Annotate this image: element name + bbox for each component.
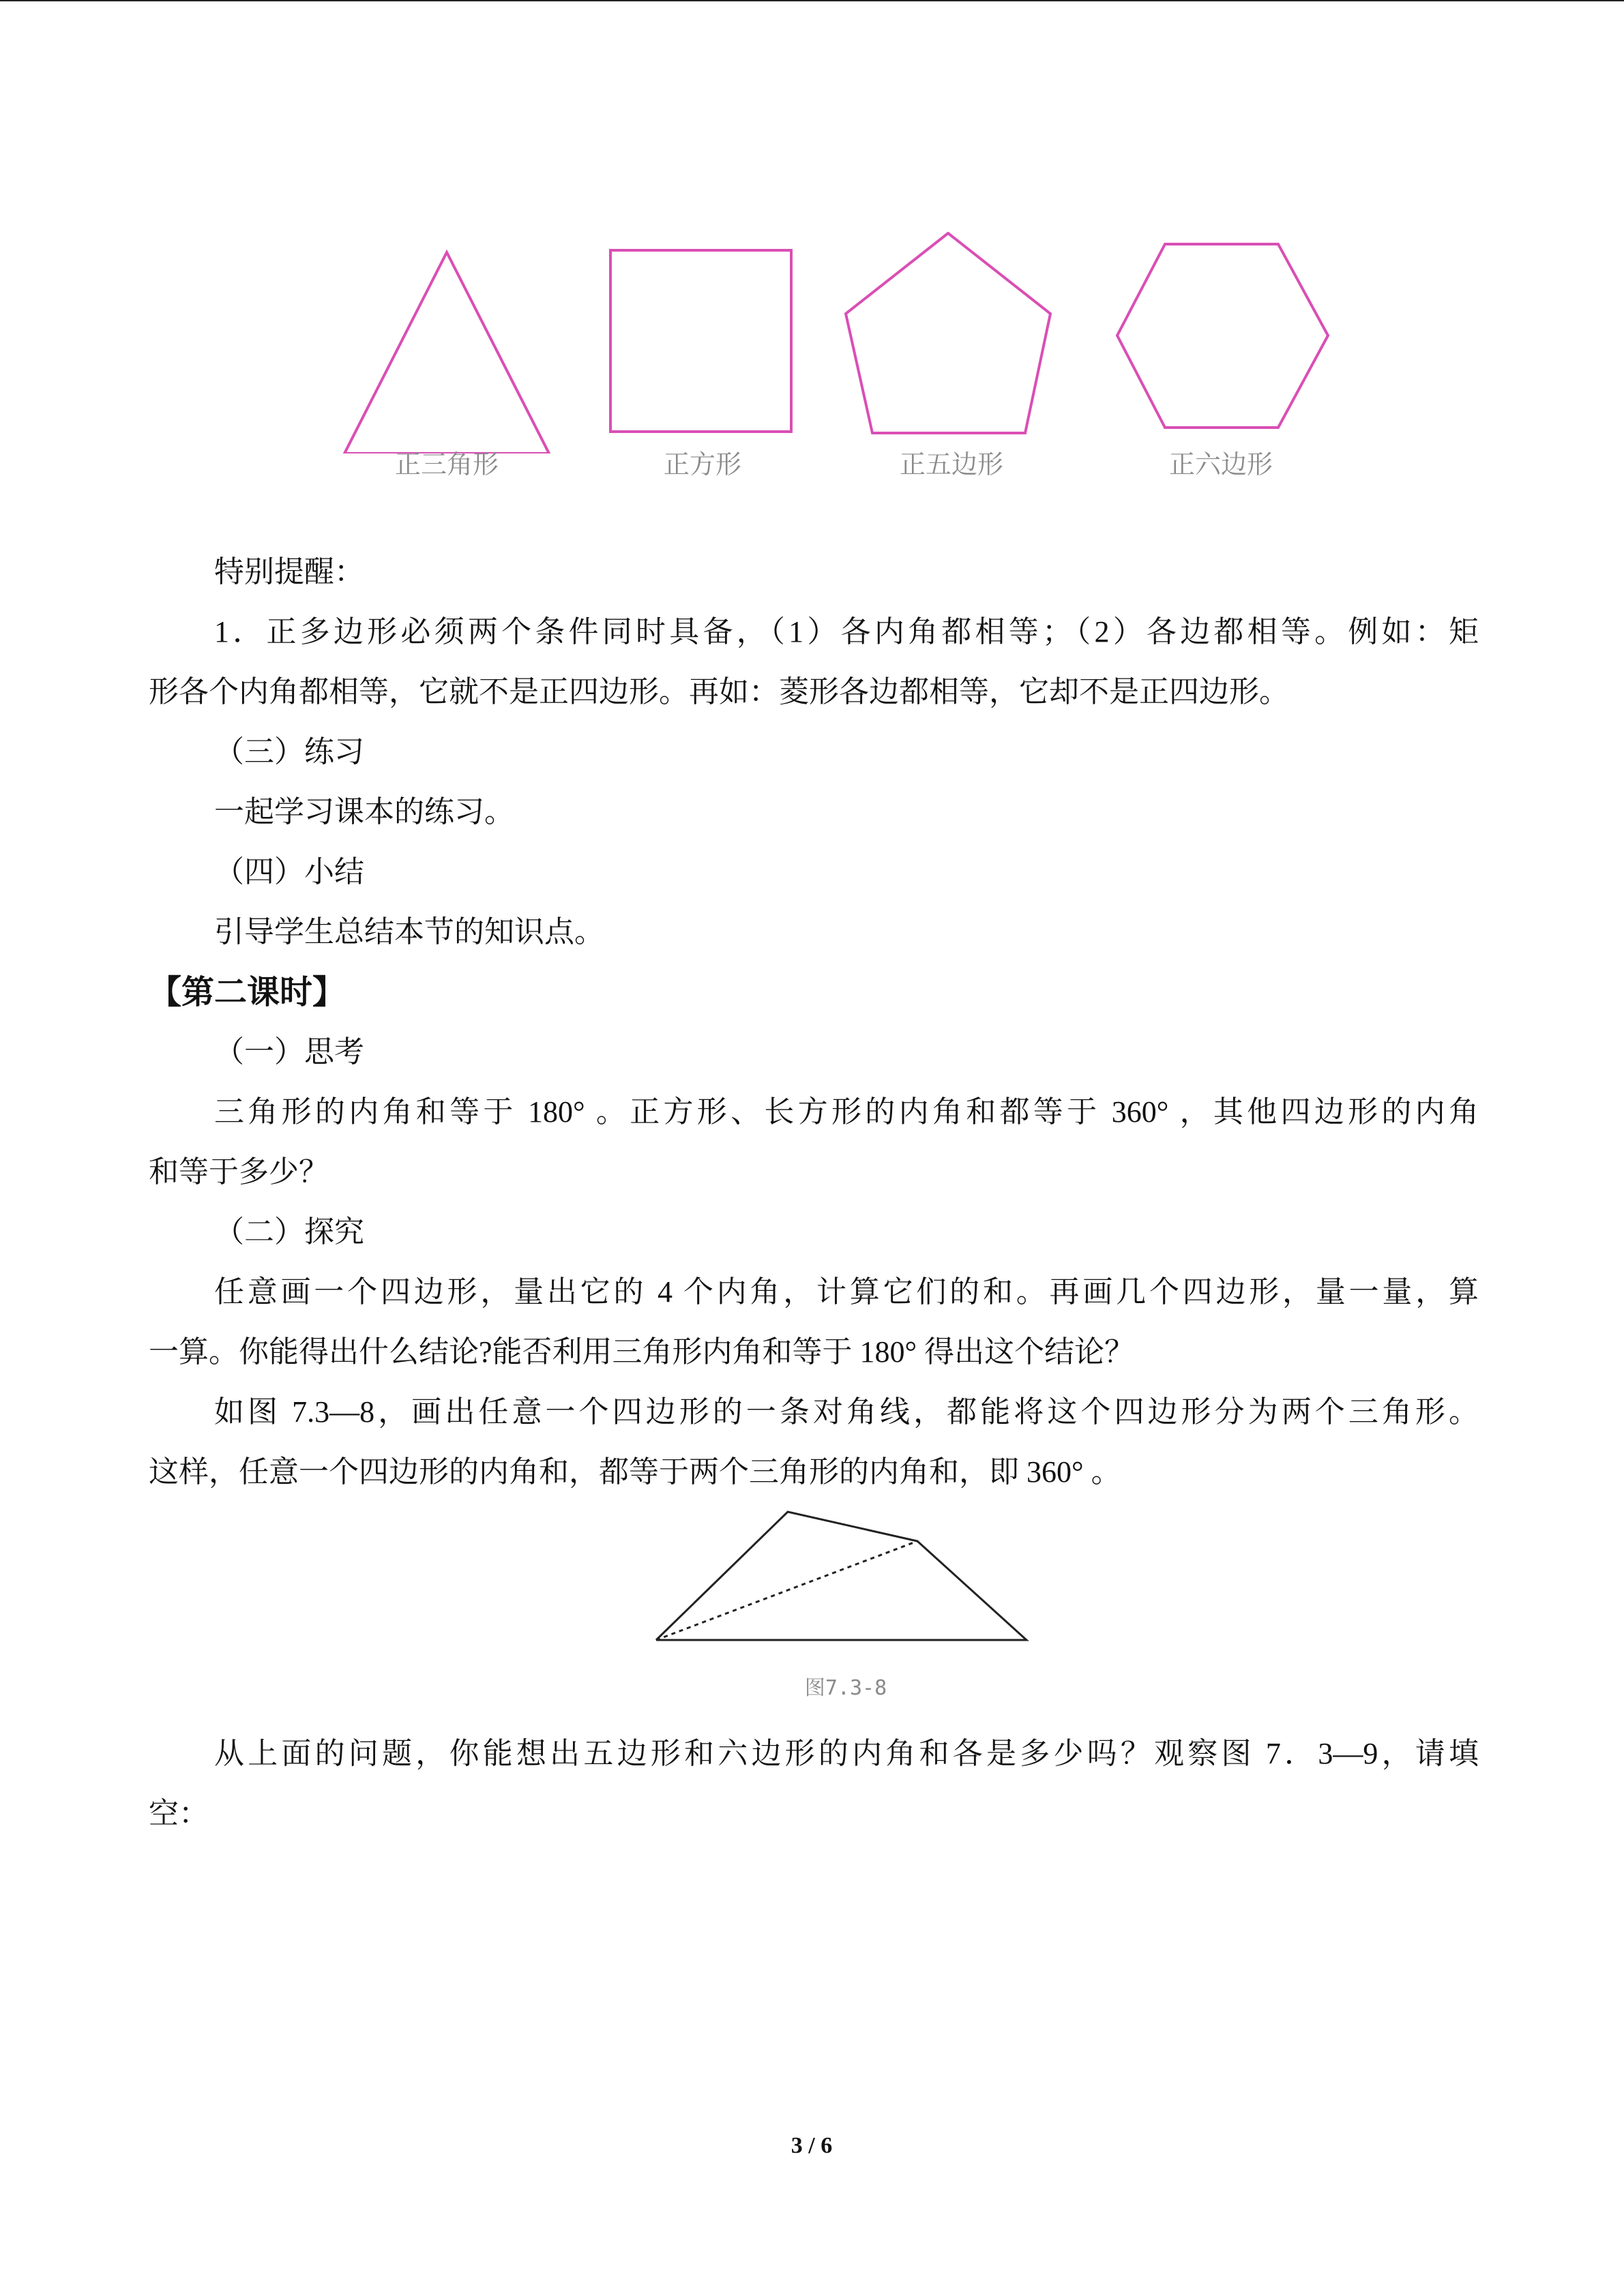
lesson-two-heading: 【第二课时】 [149,973,346,1011]
regular-polygons-figure [334,225,1344,498]
explore-line-2: 一算。你能得出什么结论?能否利用三角形内角和等于 180° 得出这个结论？ [149,1335,1135,1369]
top-border [0,0,1624,1]
pentagon-label: 正五边形 [899,449,1003,479]
hexagon-label: 正六边形 [1168,449,1273,479]
regular-pentagon-shape [842,232,1054,436]
think-line-1: 三角形的内角和等于 180° 。正方形、长方形的内角和都等于 360° ，其他四边形的内角 [214,1095,1479,1129]
figure-ref-line-2: 这样，任意一个四边形的内角和，都等于两个三角形的内角和，即 360° 。 [149,1455,1121,1489]
figure-ref-line-1: 如图 7.3—8，画出任意一个四边形的一条对角线，都能将这个四边形分为两个三角形。 [214,1395,1479,1429]
reminder-line-1: 1．正多边形必须两个条件同时具备，（1）各内角都相等；（2）各边都相等。例如：矩 [214,615,1479,648]
question-line-2: 空： [149,1797,209,1830]
explore-line-1: 任意画一个四边形，量出它的 4 个内角，计算它们的和。再画几个四边形，量一量，算 [214,1275,1479,1309]
equilateral-triangle-shape [334,249,552,453]
page-number: 3 / 6 [791,2133,833,2158]
body-text-block-1 [149,542,1479,1502]
section-practice: （三）练习 [214,735,364,769]
body-text-block-2 [149,1724,1479,1844]
practice-text: 一起学习课本的练习。 [214,795,514,829]
section-explore: （二）探究 [214,1215,364,1249]
think-line-2: 和等于多少？ [149,1155,329,1189]
summary-text: 引导学生总结本节的知识点。 [214,915,604,949]
section-summary: （四）小结 [214,855,364,889]
reminder-heading: 特别提醒： [214,555,364,588]
square-label: 正方形 [663,449,741,479]
question-line-1: 从上面的问题，你能想出五边形和六边形的内角和各是多少吗？观察图 7．3—9，请填 [214,1737,1479,1770]
regular-hexagon-shape [1115,242,1333,440]
section-think: （一）思考 [214,1035,364,1069]
triangle-label: 正三角形 [394,449,499,479]
figure-caption: 图7.3-8 [804,1676,887,1700]
square-shape [607,249,798,453]
quadrilateral-diagonal-figure [648,1504,1037,1654]
reminder-line-2: 形各个内角都相等，它就不是正四边形。再如：菱形各边都相等，它却不是正四边形。 [149,675,1289,709]
